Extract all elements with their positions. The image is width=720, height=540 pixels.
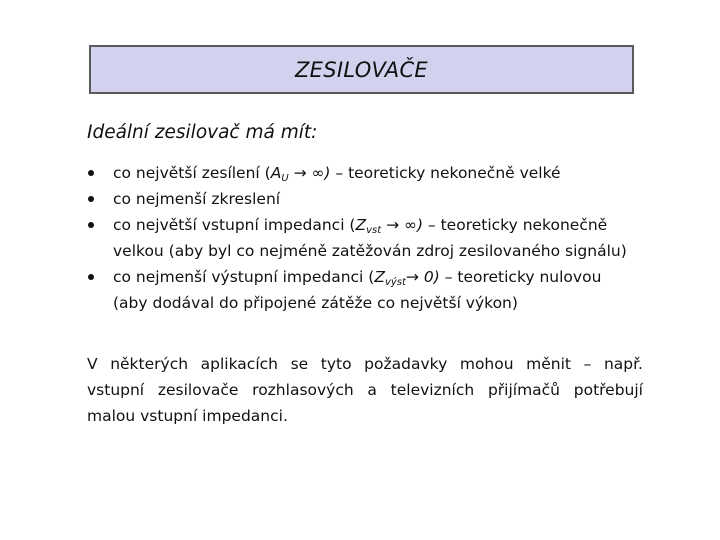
- note-paragraph: [87, 351, 643, 429]
- list-item-distortion: [87, 186, 647, 212]
- list-item-output-impedance: [87, 264, 647, 316]
- bullet-text: co největší vstupní impedanci ($Z_{vst}$ → ∞) – teoreticky nekonečně: [113, 216, 608, 236]
- page-title: ZESILOVAČE: [295, 57, 428, 82]
- paragraph-line: V některých aplikacích se tyto požadavky mohou měnit – např.: [87, 355, 643, 373]
- requirements-list: [87, 160, 647, 316]
- paragraph-line: vstupní zesilovače rozhlasových a televizních přijímačů potřebují: [87, 381, 643, 399]
- bullet-text: co nejmenší zkreslení: [113, 190, 281, 208]
- bullet-text-continuation: velkou (aby byl co nejméně zatěžován zdroj zesilovaného signálu): [113, 242, 627, 260]
- bullet-text: co nejmenší výstupní impedanci $(Z_{výst}\to 0)$ – teoreticky nulovou: [113, 268, 602, 288]
- subheading: Ideální zesilovač má mít:: [87, 122, 318, 143]
- bullet-text: co největší zesílení ($A_U$ → ∞) – teoreticky nekonečně velké: [113, 164, 561, 184]
- bullet-text-continuation: (aby dodával do připojené zátěže co největší výkon): [113, 294, 518, 312]
- paragraph-line: malou vstupní impedanci.: [87, 407, 288, 425]
- list-item-input-impedance: [87, 212, 647, 264]
- list-item-gain: [87, 160, 647, 186]
- title-banner: [89, 45, 634, 94]
